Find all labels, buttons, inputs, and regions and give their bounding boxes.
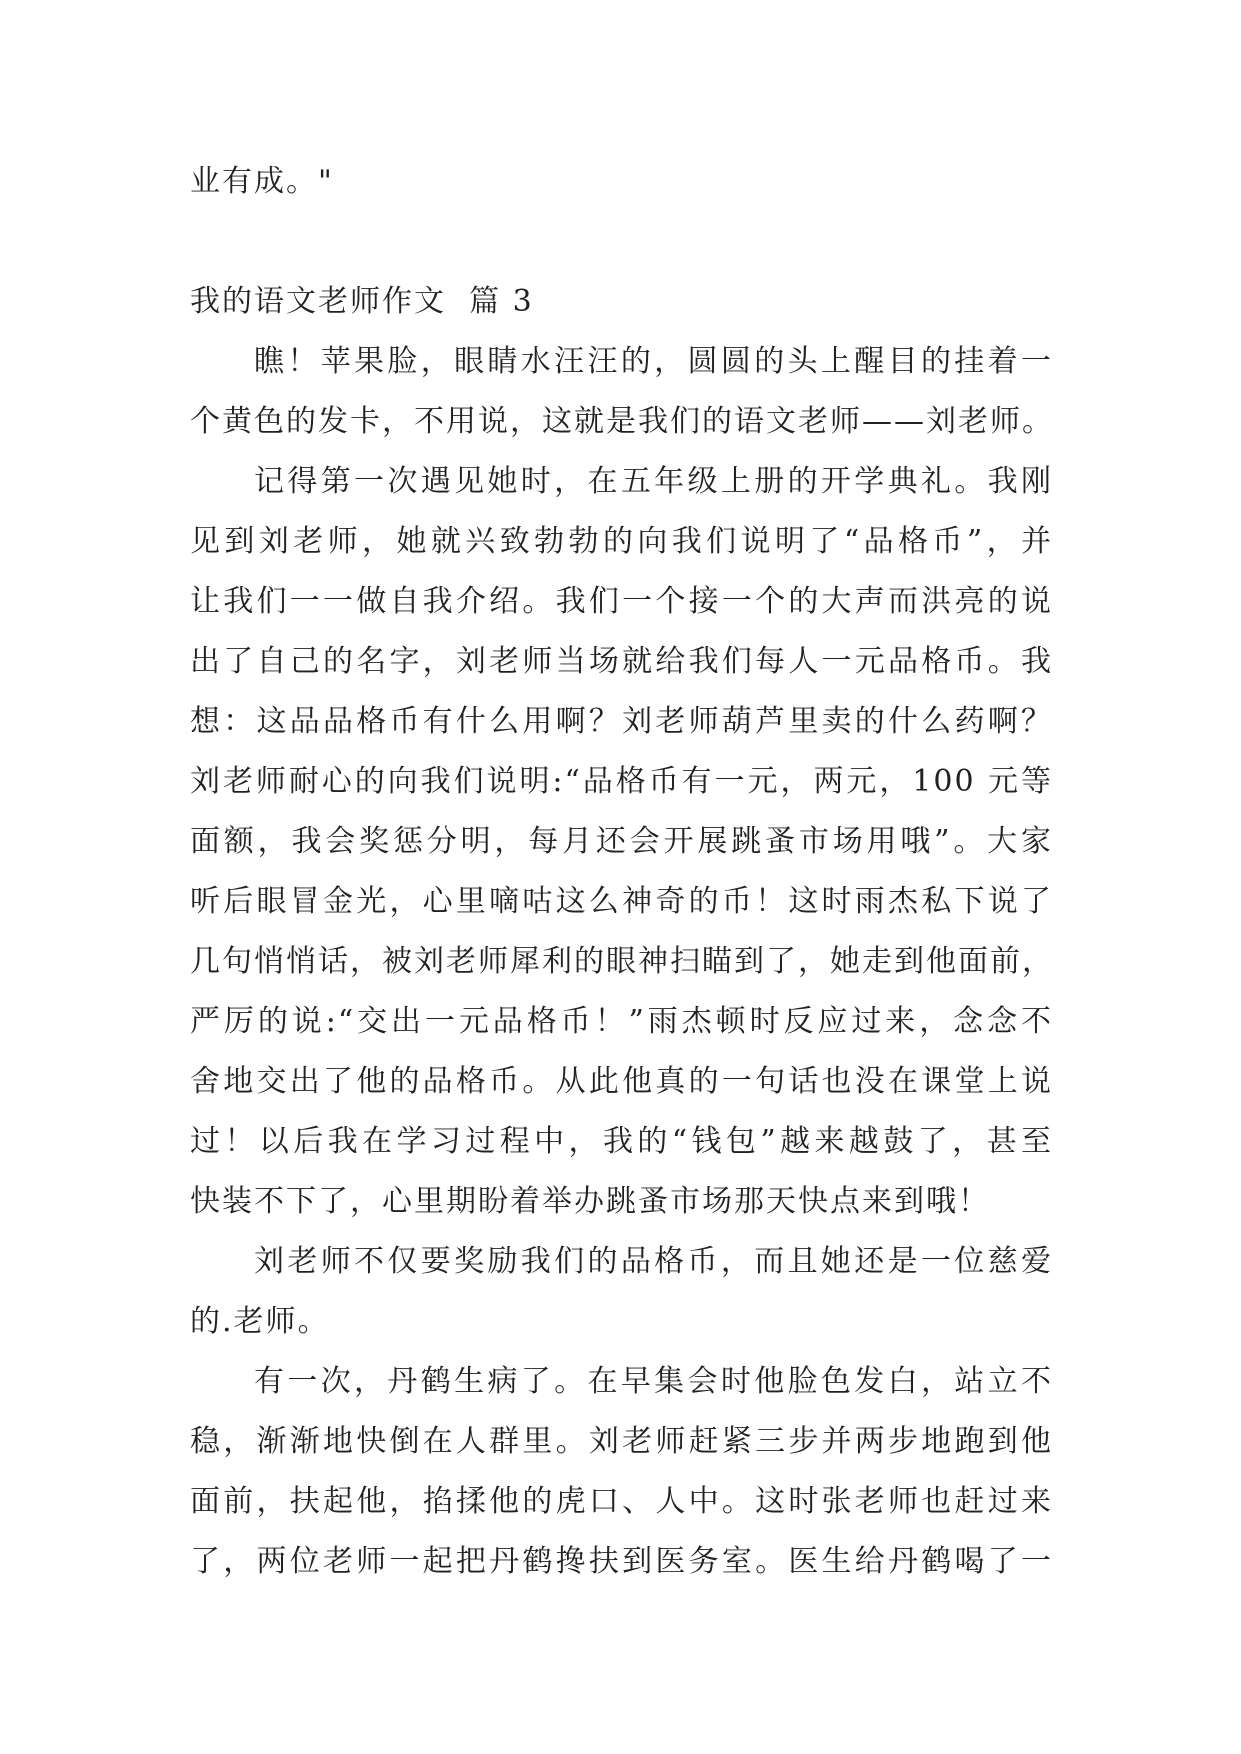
paragraph [190,452,1053,1232]
text-line: 刘老师耐心的向我们说明:“品格币有一元，两元，100 元等 [190,764,1053,799]
text-line: 舍地交出了他的品格币。从此他真的一句话也没在课堂上说 [190,1064,1053,1099]
paragraph [190,1352,1053,1592]
text-line: 的.老师。 [190,1304,330,1339]
text-line: 几句悄悄话，被刘老师犀利的眼神扫瞄到了，她走到他面前， [190,944,1054,979]
continuation-line: 业有成。" [190,164,334,199]
blank-line [190,212,1053,272]
text-line: 听后眼冒金光，心里嘀咕这么神奇的币！这时雨杰私下说了 [190,884,1053,919]
text-line: 过！以后我在学习过程中，我的“钱包”越来越鼓了，甚至 [190,1124,1053,1159]
text-line: 有一次，丹鹤生病了。在早集会时他脸色发白，站立不 [254,1364,1053,1399]
text-line: 瞧！苹果脸，眼睛水汪汪的，圆圆的头上醒目的挂着一 [254,344,1053,379]
section-title: 我的语文老师作文 篇 3 [190,284,534,319]
paragraph [190,332,1053,452]
text-line: 面前，扶起他，掐揉他的虎口、人中。这时张老师也赶过来 [190,1484,1053,1519]
text-line: 了，两位老师一起把丹鹤搀扶到医务室。医生给丹鹤喝了一 [190,1544,1053,1579]
paragraph [190,1232,1053,1352]
text-line: 严厉的说:“交出一元品格币！”雨杰顿时反应过来，念念不 [190,1004,1053,1039]
text-line: 个黄色的发卡，不用说，这就是我们的语文老师——刘老师。 [190,404,1054,439]
document-body [190,152,1053,1592]
text-line: 刘老师不仅要奖励我们的品格币，而且她还是一位慈爱 [254,1244,1053,1279]
text-line: 记得第一次遇见她时，在五年级上册的开学典礼。我刚 [254,464,1053,499]
text-line: 让我们一一做自我介绍。我们一个接一个的大声而洪亮的说 [190,584,1053,619]
text-line: 见到刘老师，她就兴致勃勃的向我们说明了“品格币”，并 [190,524,1053,559]
text-line: 面额，我会奖惩分明，每月还会开展跳蚤市场用哦”。大家 [190,824,1053,859]
text-line: 稳，渐渐地快倒在人群里。刘老师赶紧三步并两步地跑到他 [190,1424,1053,1459]
text-line: 出了自己的名字，刘老师当场就给我们每人一元品格币。我 [190,644,1053,679]
text-line: 想：这品品格币有什么用啊？刘老师葫芦里卖的什么药啊？ [190,704,1053,739]
text-line: 快装不下了，心里期盼着举办跳蚤市场那天快点来到哦！ [190,1184,990,1219]
